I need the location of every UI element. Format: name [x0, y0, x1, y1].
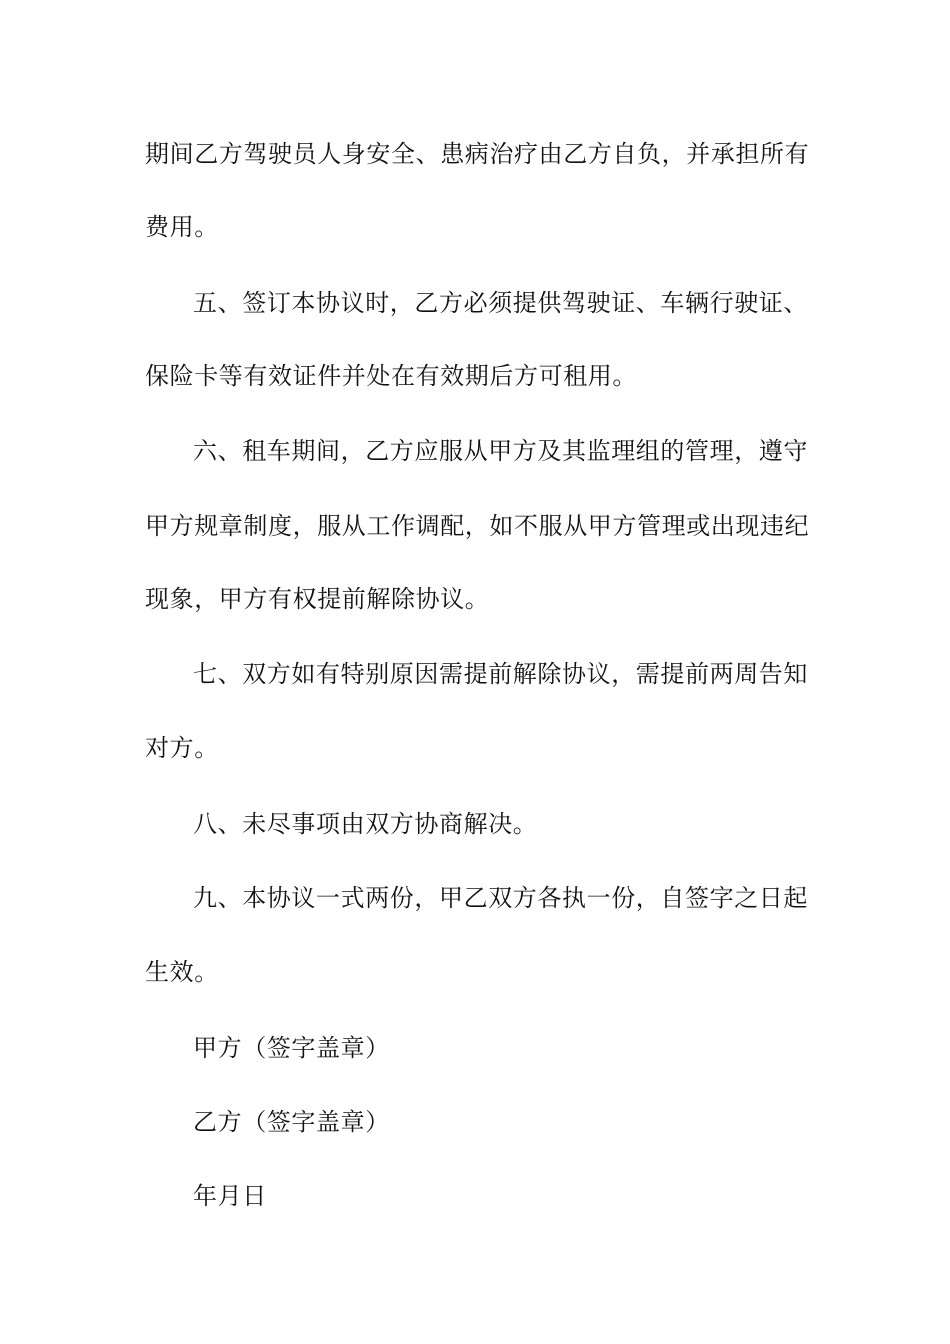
- signature-date: 年月日: [193, 1182, 267, 1210]
- text-line: 保险卡等有效证件并处在有效期后方可租用。: [145, 362, 637, 390]
- text-line: 八、未尽事项由双方协商解决。: [193, 810, 538, 838]
- text-line: 期间乙方驾驶员人身安全、患病治疗由乙方自负，并承担所有: [145, 140, 810, 168]
- text-line: 对方。: [145, 734, 219, 762]
- text-line: 现象，甲方有权提前解除协议。: [145, 585, 490, 613]
- text-line: 九、本协议一式两份，甲乙双方各执一份，自签字之日起: [193, 884, 808, 912]
- text-line: 生效。: [145, 958, 219, 986]
- text-line: 七、双方如有特别原因需提前解除协议，需提前两周告知: [193, 660, 808, 688]
- text-line: 六、租车期间，乙方应服从甲方及其监理组的管理，遵守: [193, 437, 808, 465]
- text-line: 费用。: [145, 213, 219, 241]
- text-line: 甲方规章制度，服从工作调配，如不服从甲方管理或出现违纪: [145, 512, 810, 540]
- text-line: 五、签订本协议时，乙方必须提供驾驶证、车辆行驶证、: [193, 289, 808, 317]
- signature-party-a: 甲方（签字盖章）: [193, 1034, 390, 1062]
- signature-party-b: 乙方（签字盖章）: [193, 1108, 390, 1136]
